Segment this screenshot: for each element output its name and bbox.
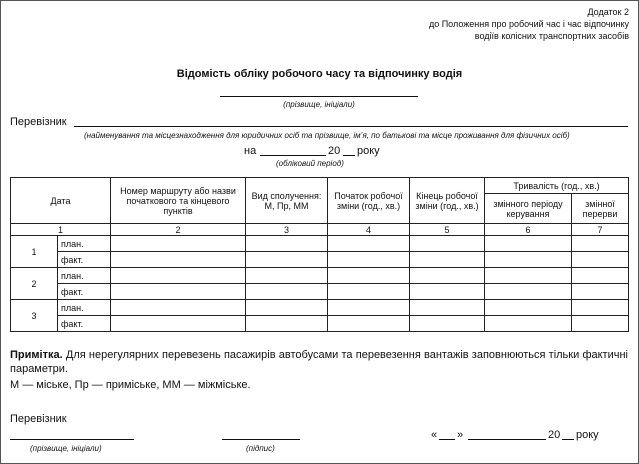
- route-cell[interactable]: [111, 252, 246, 268]
- driving-cell[interactable]: [485, 300, 572, 316]
- col-num-4: 4: [328, 224, 410, 236]
- footer-signature-line[interactable]: [222, 439, 300, 440]
- driving-cell[interactable]: [485, 252, 572, 268]
- table-row: [11, 252, 629, 268]
- driving-cell[interactable]: [485, 236, 572, 252]
- service-cell[interactable]: [246, 300, 328, 316]
- start-cell[interactable]: [328, 300, 410, 316]
- break-cell[interactable]: [572, 300, 629, 316]
- day-number: 1: [11, 236, 58, 268]
- plan-label: план.: [58, 300, 111, 316]
- start-cell[interactable]: [328, 268, 410, 284]
- break-cell[interactable]: [572, 284, 629, 300]
- footer-name-hint: (прізвище, ініціали): [30, 444, 102, 453]
- appendix-reference: до Положення про робочий час і час відпочинку: [428, 19, 629, 29]
- header-start: Початок робочої зміни (год., хв.): [328, 178, 410, 224]
- period-suffix: року: [357, 145, 380, 157]
- driving-cell[interactable]: [485, 316, 572, 332]
- fact-label: факт.: [58, 316, 111, 332]
- break-cell[interactable]: [572, 268, 629, 284]
- document-title: Відомість обліку робочого часу та відпочинку водія: [176, 68, 463, 80]
- day-number: 3: [11, 300, 58, 332]
- footer-year-line[interactable]: [562, 439, 574, 440]
- driving-cell[interactable]: [485, 268, 572, 284]
- footer-signature-hint: (підпис): [246, 444, 275, 453]
- appendix-header: [429, 6, 629, 42]
- footer-day-line[interactable]: [439, 439, 455, 440]
- fact-label: факт.: [58, 284, 111, 300]
- period-year-prefix: 20: [328, 145, 341, 157]
- col-num-5: 5: [410, 224, 485, 236]
- end-cell[interactable]: [410, 300, 485, 316]
- break-cell[interactable]: [572, 316, 629, 332]
- start-cell[interactable]: [328, 252, 410, 268]
- header-duration: Тривалість (год., хв.): [485, 178, 629, 194]
- header-date: Дата: [11, 178, 111, 224]
- note-legend: М — міське, Пр — приміське, ММ — міжміське.: [10, 379, 251, 391]
- plan-label: план.: [58, 236, 111, 252]
- footer-year-prefix: 20: [548, 429, 561, 441]
- route-cell[interactable]: [111, 284, 246, 300]
- header-end: Кінець робочої зміни (год., хв.): [410, 178, 485, 224]
- col-num-3: 3: [246, 224, 328, 236]
- col-num-1: 1: [11, 224, 111, 236]
- footer-date-open: «: [431, 429, 438, 441]
- driving-cell[interactable]: [485, 284, 572, 300]
- route-cell[interactable]: [111, 236, 246, 252]
- table-row: [11, 316, 629, 332]
- footer-year-suffix: року: [576, 429, 599, 441]
- plan-label: план.: [58, 268, 111, 284]
- route-cell[interactable]: [111, 300, 246, 316]
- end-cell[interactable]: [410, 268, 485, 284]
- col-num-6: 6: [485, 224, 572, 236]
- route-cell[interactable]: [111, 316, 246, 332]
- driver-name-line[interactable]: [220, 96, 418, 97]
- service-cell[interactable]: [246, 252, 328, 268]
- end-cell[interactable]: [410, 236, 485, 252]
- work-time-table: [10, 177, 629, 332]
- footer-name-line[interactable]: [10, 439, 134, 440]
- header-break: змінної перерви: [572, 194, 629, 224]
- break-cell[interactable]: [572, 236, 629, 252]
- break-cell[interactable]: [572, 252, 629, 268]
- col-num-7: 7: [572, 224, 629, 236]
- table-row: [11, 284, 629, 300]
- period-prefix: на: [244, 145, 257, 157]
- service-cell[interactable]: [246, 284, 328, 300]
- appendix-number: Додаток 2: [587, 7, 629, 17]
- appendix-reference-cont: водіїв колісних транспортних засобів: [474, 31, 629, 41]
- end-cell[interactable]: [410, 252, 485, 268]
- col-num-2: 2: [111, 224, 246, 236]
- period-year-line[interactable]: [343, 155, 355, 156]
- header-route: Номер маршруту або назви початкового та кінцевого пунктів: [111, 178, 246, 224]
- service-cell[interactable]: [246, 268, 328, 284]
- service-cell[interactable]: [246, 236, 328, 252]
- header-row: [11, 178, 629, 194]
- footer-carrier-label: Перевізник: [10, 413, 67, 425]
- start-cell[interactable]: [328, 316, 410, 332]
- start-cell[interactable]: [328, 236, 410, 252]
- carrier-label: Перевізник: [10, 116, 67, 128]
- day-number: 2: [11, 268, 58, 300]
- note: [10, 348, 628, 376]
- fact-label: факт.: [58, 252, 111, 268]
- table-row: [11, 300, 629, 316]
- route-cell[interactable]: [111, 268, 246, 284]
- end-cell[interactable]: [410, 316, 485, 332]
- service-cell[interactable]: [246, 316, 328, 332]
- carrier-hint: (найменування та місцезнаходження для юридичних осіб та прізвище, ім’я, по батькові та місце проживання для фізичних осіб): [84, 131, 570, 140]
- table-row: [11, 236, 629, 252]
- driver-hint: (прізвище, ініціали): [283, 100, 355, 109]
- end-cell[interactable]: [410, 284, 485, 300]
- column-number-row: [11, 224, 629, 236]
- note-label: Примітка.: [10, 349, 63, 361]
- carrier-line[interactable]: [74, 126, 628, 127]
- header-service: Вид сполучення: М, Пр, ММ: [246, 178, 328, 224]
- header-driving: змінного періоду керування: [485, 194, 572, 224]
- period-month-line[interactable]: [260, 155, 326, 156]
- start-cell[interactable]: [328, 284, 410, 300]
- table-row: [11, 268, 629, 284]
- footer-month-line[interactable]: [468, 439, 546, 440]
- note-text: Для нерегулярних перевезень пасажирів автобусами та перевезення вантажів заповнюються тільки фактичні параметри.: [10, 349, 628, 375]
- period-hint: (обліковий період): [276, 159, 344, 168]
- footer-date-close: »: [457, 429, 464, 441]
